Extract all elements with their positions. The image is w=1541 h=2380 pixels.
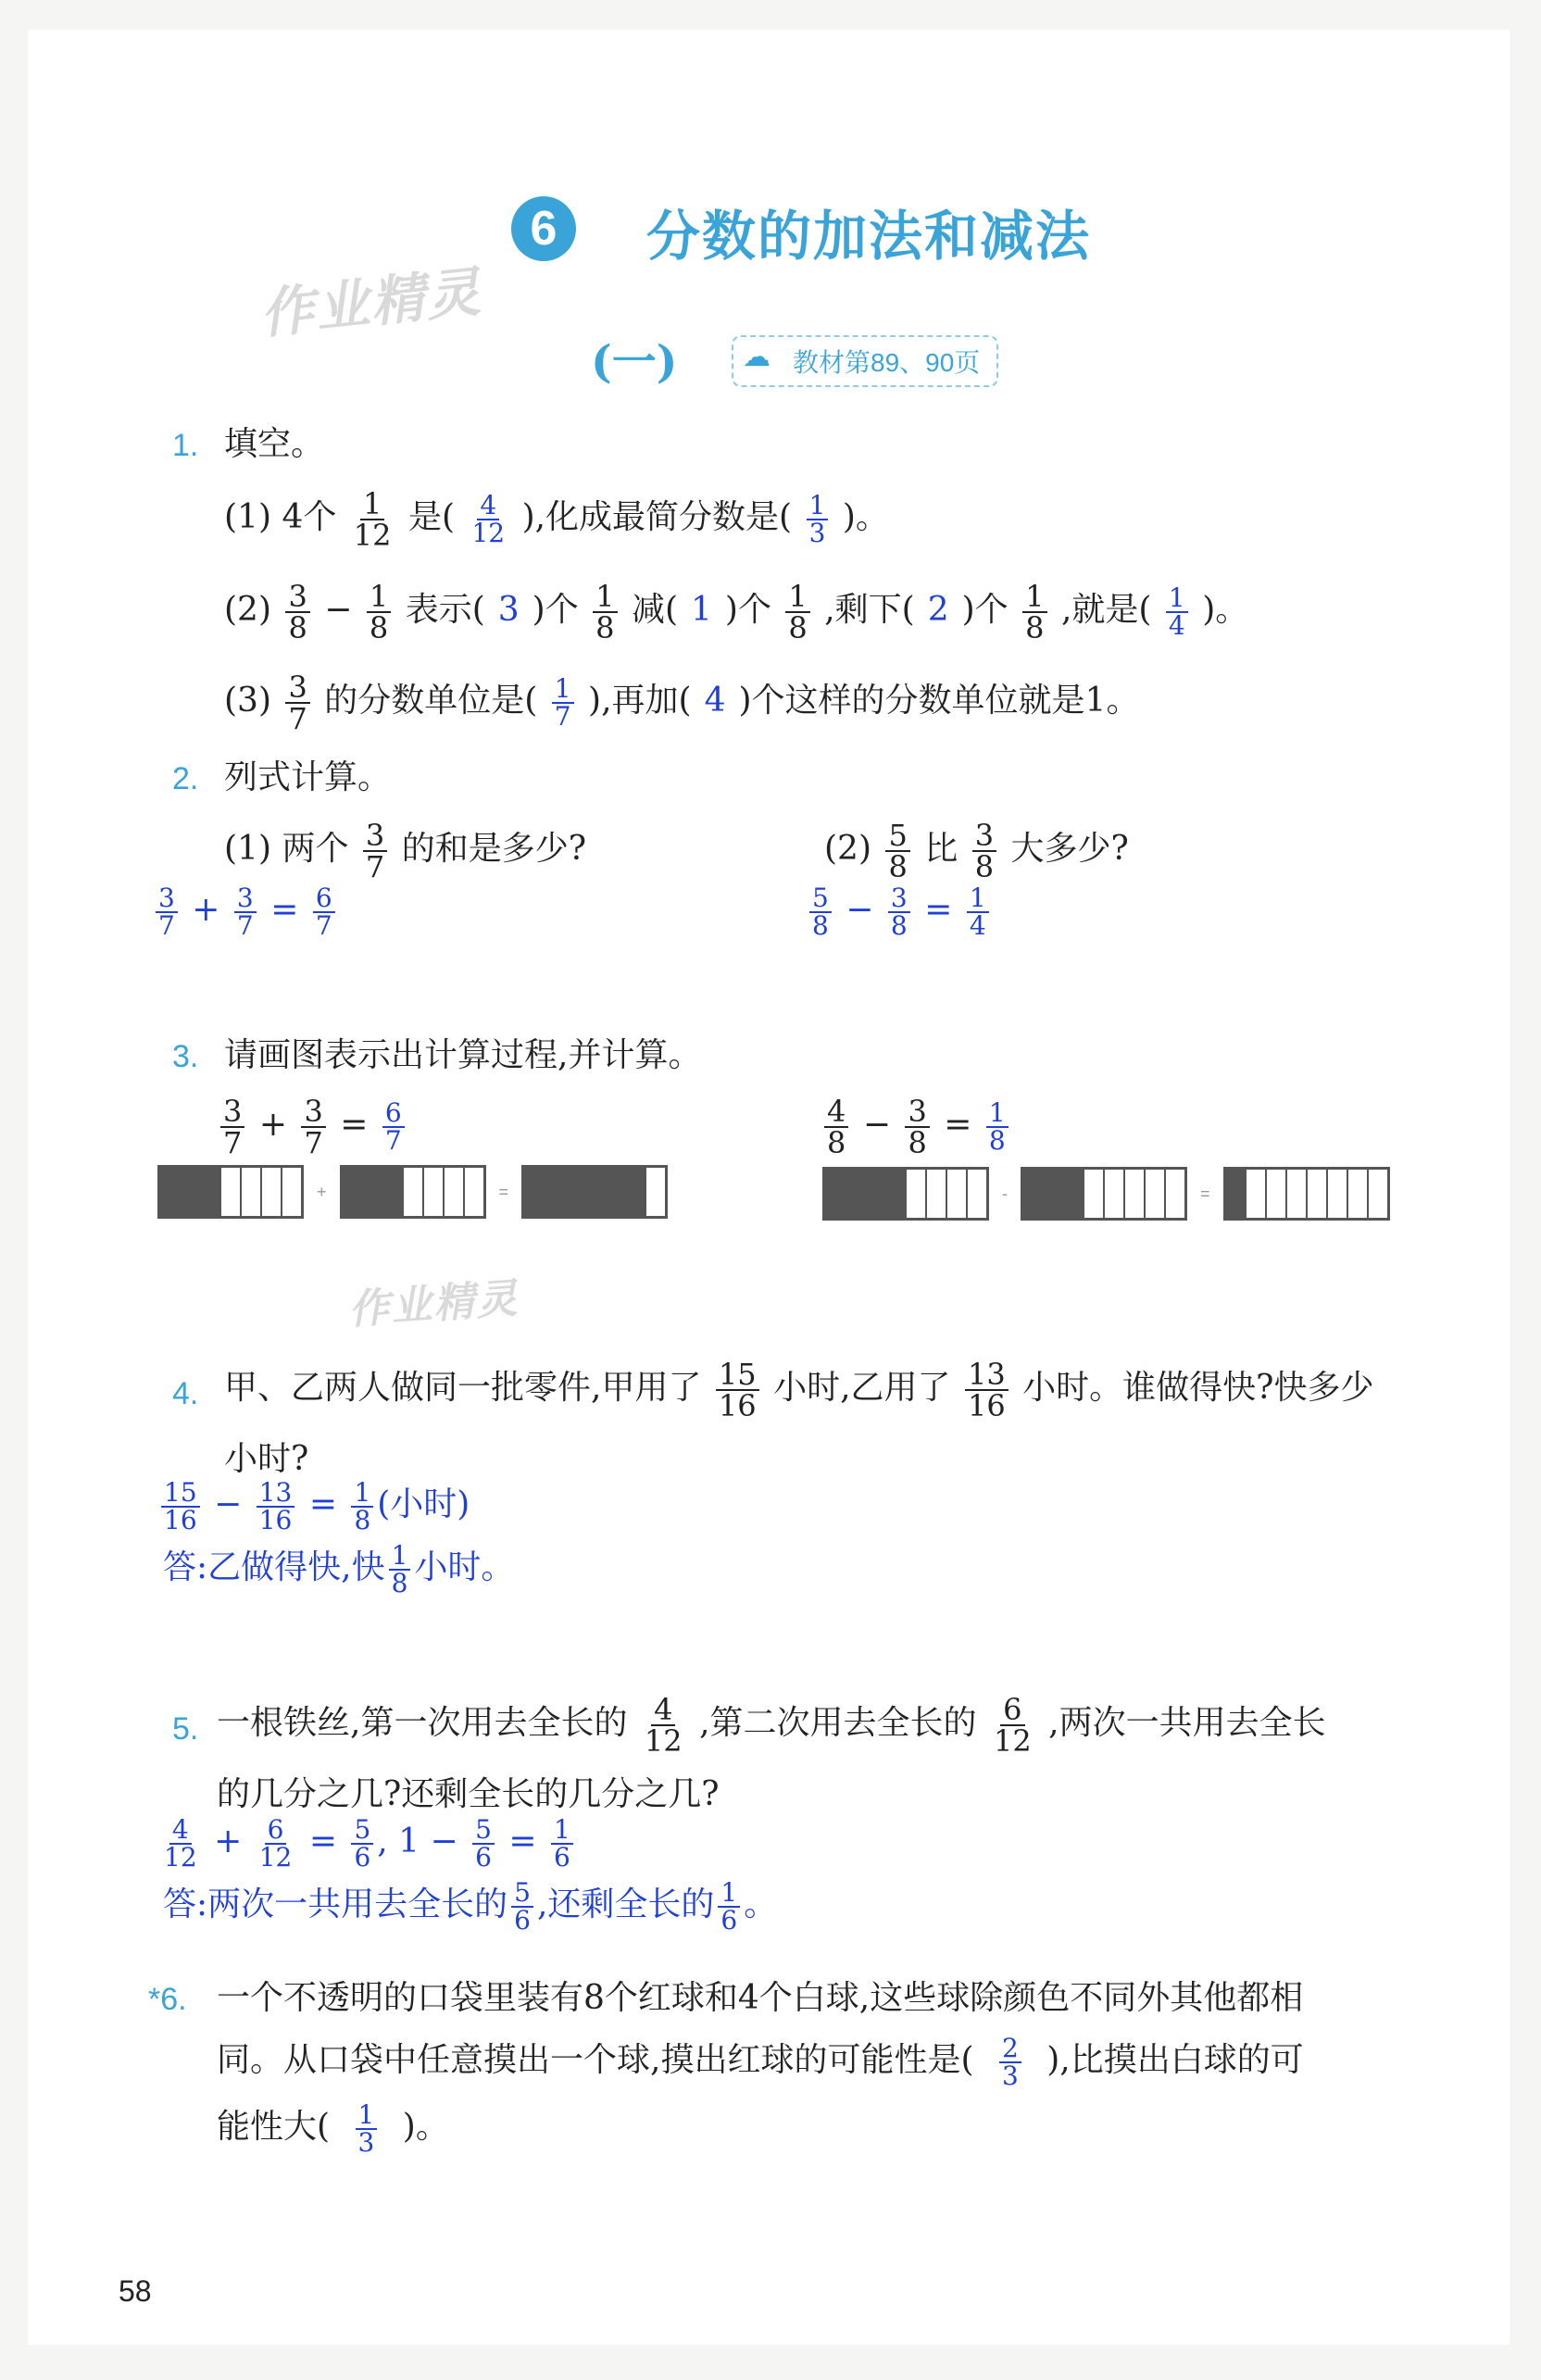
answer-fraction: $\frac{1}{4}$: [1166, 585, 1188, 639]
empty-cell: [947, 1170, 968, 1218]
fraction-bar: [1223, 1167, 1390, 1221]
answer-value: 1: [691, 591, 712, 629]
q6-number: *6.: [148, 1982, 187, 2017]
shaded-cell: [825, 1170, 846, 1218]
empty-cell: [465, 1168, 483, 1216]
q3-number: 3.: [172, 1039, 199, 1074]
q4-number: 4.: [172, 1376, 199, 1411]
empty-cell: [1084, 1170, 1105, 1218]
shaded-cell: [363, 1168, 383, 1216]
empty-cell: [968, 1170, 986, 1218]
answer-fraction: $\frac{1}{3}$: [356, 2102, 378, 2156]
watermark-middle: 作业精灵: [346, 1275, 520, 1334]
shaded-cell: [1226, 1170, 1247, 1218]
shaded-cell: [846, 1170, 866, 1218]
empty-cell: [907, 1170, 927, 1218]
fraction-bar: [1021, 1167, 1187, 1221]
q3-prompt: 请画图表示出计算过程,并计算。: [224, 1036, 702, 1074]
answer-fraction: $\frac{1}{3}$: [807, 493, 829, 546]
answer-fraction: $\frac{2}{3}$: [999, 2036, 1021, 2089]
empty-cell: [424, 1168, 445, 1216]
q3-diagram-left: [157, 1165, 668, 1219]
q4-answer-text: 答:乙做得快,快 $\frac{1}{8}$ 小时。: [163, 1540, 515, 1598]
empty-cell: [927, 1170, 947, 1218]
shaded-cell: [585, 1168, 606, 1216]
operator-symbol: +: [317, 1182, 327, 1201]
answer-fraction: $\frac{1}{8}$: [986, 1100, 1009, 1154]
shaded-cell: [866, 1170, 886, 1218]
shaded-cell: [383, 1168, 404, 1216]
empty-cell: [1125, 1170, 1146, 1218]
section-label: (一): [591, 336, 678, 388]
empty-cell: [1328, 1170, 1348, 1218]
empty-cell: [646, 1168, 665, 1216]
empty-cell: [1287, 1170, 1308, 1218]
chapter-number-badge: 6: [511, 196, 576, 261]
shaded-cell: [201, 1168, 221, 1216]
empty-cell: [1247, 1170, 1267, 1218]
answer-fraction: $\frac{1}{7}$: [552, 676, 574, 730]
answer-value: 2: [927, 591, 949, 629]
shaded-cell: [545, 1168, 565, 1216]
textbook-ref-tag: [732, 335, 998, 387]
q2-answer1: $\frac{3}{7}$ + $\frac{3}{7}$ = $\frac{6}{7}$: [152, 885, 339, 939]
empty-cell: [1369, 1170, 1387, 1218]
q6-question-line2: 同。从口袋中任意摸出一个球,摸出红球的可能性是( $\frac{2}{3}$ ),比摸出白球的可: [217, 2033, 1304, 2091]
answer-value: 4: [704, 682, 726, 720]
shaded-cell: [886, 1170, 907, 1218]
empty-cell: [445, 1168, 465, 1216]
cloud-icon: ☁: [743, 342, 770, 372]
chapter-title: 分数的加法和减法: [646, 205, 1092, 268]
q1-number: 1.: [172, 428, 199, 463]
shaded-cell: [565, 1168, 585, 1216]
q3-diagram-right: [822, 1167, 1390, 1221]
shaded-cell: [626, 1168, 646, 1216]
q2-prompt: 列式计算。: [224, 758, 392, 796]
q4-question-line1: 甲、乙两人做同一批零件,甲用了 $\frac{15}{16}$ 小时,乙用了 $\frac{13}{16}$ 小时。谁做得快?快多少: [224, 1357, 1374, 1423]
empty-cell: [1308, 1170, 1328, 1218]
empty-cell: [221, 1168, 242, 1216]
fraction-bar: [822, 1167, 989, 1221]
q1-part2: (2) $\frac{3}{8}$ − $\frac{1}{8}$ 表示( 3 )个 $\frac{1}{8}$ 减( 1 )个 $\frac{1}{8}$ ,剩下( 2 )个 $\frac{1}{8}$ ,就是( $\frac{1}{4}$ )。: [224, 579, 1249, 645]
empty-cell: [242, 1168, 262, 1216]
page-number: 58: [119, 2274, 152, 2308]
shaded-cell: [343, 1168, 363, 1216]
answer-fraction: $\frac{6}{7}$: [382, 1100, 405, 1154]
empty-cell: [1105, 1170, 1125, 1218]
shaded-cell: [1044, 1170, 1064, 1218]
q3-expression-left: $\frac{3}{7}$ + $\frac{3}{7}$ = $\frac{6}{7}$: [217, 1096, 408, 1158]
fraction-bar: [521, 1165, 668, 1219]
empty-cell: [1348, 1170, 1369, 1218]
q6-question-line3: 能性大( $\frac{1}{3}$ )。: [217, 2099, 449, 2158]
q5-number: 5.: [172, 1711, 199, 1747]
shaded-cell: [181, 1168, 201, 1216]
textbook-ref-text: 教材第89、90页: [793, 348, 981, 377]
q2-part2: (2) $\frac{5}{8}$ 比 $\frac{3}{8}$ 大多少?: [824, 818, 1129, 884]
empty-cell: [1267, 1170, 1287, 1218]
operator-symbol: =: [1200, 1184, 1210, 1203]
operator-symbol: -: [1002, 1184, 1008, 1203]
q4-answer-equation: $\frac{15}{16}$ − $\frac{13}{16}$ = $\frac{1}{8}$ (小时): [157, 1480, 470, 1534]
shaded-cell: [1023, 1170, 1044, 1218]
fraction-bar: [157, 1165, 304, 1219]
q1-part1: (1) 4个 $\frac{1}{12}$ 是( $\frac{4}{12}$ ),化成最简分数是( $\frac{1}{3}$ )。: [224, 486, 889, 553]
answer-value: 3: [497, 591, 520, 629]
empty-cell: [1166, 1170, 1184, 1218]
watermark-top: 作业精灵: [257, 261, 485, 345]
empty-cell: [1146, 1170, 1166, 1218]
workbook-page: [28, 30, 1510, 2345]
q2-answer2: $\frac{5}{8}$ − $\frac{3}{8}$ = $\frac{1}{4}$: [806, 885, 993, 939]
empty-cell: [262, 1168, 282, 1216]
q4-question-line2: 小时?: [224, 1440, 309, 1478]
answer-fraction: $\frac{4}{12}$: [471, 490, 506, 548]
q3-expression-right: $\frac{4}{8}$ − $\frac{3}{8}$ = $\frac{1}{8}$: [821, 1096, 1012, 1158]
q5-question-line2: 的几分之几?还剩全长的几分之几?: [217, 1775, 720, 1813]
shaded-cell: [160, 1168, 181, 1216]
shaded-cell: [606, 1168, 626, 1216]
q6-question-line1: 一个不透明的口袋里装有8个红球和4个白球,这些球除颜色不同外其他都相: [217, 1979, 1304, 2017]
q5-answer-text: 答:两次一共用去全长的 $\frac{5}{6}$ ,还剩全长的 $\frac{1}{6}$ 。: [163, 1877, 778, 1935]
q5-question-line1: 一根铁丝,第一次用去全长的 $\frac{4}{12}$ ,第二次用去全长的 $\frac{6}{12}$ ,两次一共用去全长: [217, 1692, 1326, 1759]
empty-cell: [404, 1168, 424, 1216]
q1-part3: (3) $\frac{3}{7}$ 的分数单位是( $\frac{1}{7}$ ),再加( 4 )个这样的分数单位就是1。: [224, 670, 1140, 736]
shaded-cell: [524, 1168, 545, 1216]
q2-number: 2.: [172, 761, 199, 796]
fraction-bar: [340, 1165, 486, 1219]
operator-symbol: =: [498, 1182, 509, 1201]
shaded-cell: [1064, 1170, 1084, 1218]
empty-cell: [282, 1168, 301, 1216]
q1-prompt: 填空。: [224, 425, 325, 463]
fraction: $\frac{1}{12}$: [353, 486, 392, 553]
q5-answer-equation: $\frac{4}{12}$ + $\frac{6}{12}$ = $\frac{5}{6}$ , 1 − $\frac{5}{6}$ = $\frac{1}{6}$: [157, 1817, 577, 1871]
q2-part1: (1) 两个 $\frac{3}{7}$ 的和是多少?: [224, 818, 587, 884]
